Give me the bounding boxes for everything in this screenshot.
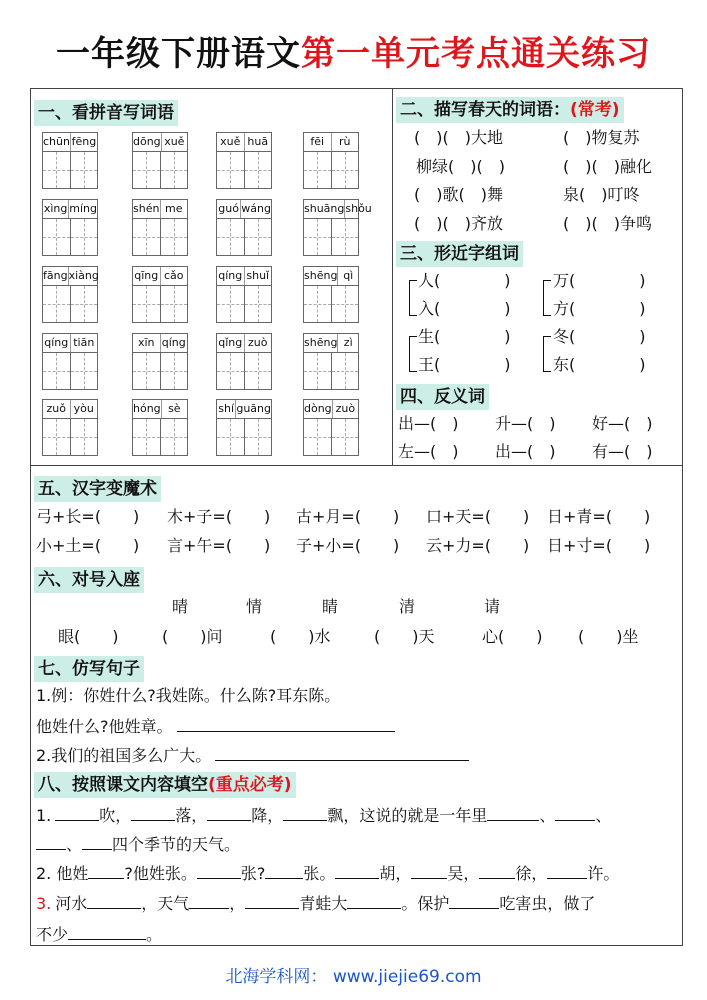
section-4-heading: 四、反义词 [396,384,489,410]
writing-box[interactable] [160,152,188,188]
fill-text: 、 [539,806,556,825]
answer-blank[interactable] [55,804,99,821]
title-red: 第一单元考点通关练习 [301,34,651,74]
fill-text: 。保护 [401,894,450,913]
pinyin-syllable: me [160,200,188,218]
magic-item: 古+月=( ) [296,507,400,526]
fill-text: 降， [251,806,284,825]
antonym: 有—( ) [592,442,653,461]
answer-blank[interactable] [215,744,469,761]
antonym: 出—( ) [495,442,556,461]
writing-boxes [216,352,272,390]
spring-word: ( )( )大地 [414,128,503,147]
title-black: 一年级下册语文 [56,34,301,74]
similar-char: 生( ) [418,327,511,346]
section-7-heading: 七、仿写句子 [34,656,144,682]
writing-boxes [303,151,359,189]
pinyin-syllable: fāng [43,269,68,282]
pinyin-syllable: shuǐ [244,267,272,285]
writing-box[interactable] [70,219,98,255]
writing-box[interactable] [244,286,272,322]
pinyin-cell [42,199,98,256]
writing-boxes [216,285,272,323]
pinyin-cell [216,266,272,323]
divider-horizontal [30,465,683,466]
section-2-title: 二、描写春天的词语： [400,100,570,120]
writing-boxes [42,218,98,256]
fill-text: ?他姓张。 [124,864,197,883]
writing-box[interactable] [244,353,272,389]
footer-watermark: 北海学科网： www.jiejie69.com [225,967,482,987]
writing-box[interactable] [304,419,331,455]
pinyin-label [132,266,188,285]
pinyin-syllable: huā [244,133,272,151]
pinyin-cell [42,333,98,390]
pinyin-label [132,399,188,418]
section-8-heading [34,772,296,798]
magic-item: 木+子=( ) [167,507,271,526]
pinyin-label [303,199,372,218]
similar-char: 入( ) [418,299,511,318]
pinyin-syllable: xìng [43,202,68,215]
imitate-line-3 [36,744,469,767]
writing-boxes [303,285,359,323]
similar-char: 人( ) [418,271,511,290]
spring-word: ( )( )齐放 [414,214,503,233]
bracket [543,280,551,316]
pinyin-label [303,266,359,285]
pinyin-syllable: qǐng [218,336,243,349]
pinyin-syllable: guó [218,202,239,215]
imitate-example: 1.例：你姓什么?我姓陈。什么陈?耳东陈。 [36,686,341,705]
pinyin-cell [303,266,359,323]
writing-box[interactable] [43,152,70,188]
fill-text: 许。 [587,864,620,883]
writing-box[interactable] [304,353,331,389]
writing-box[interactable] [133,152,160,188]
writing-box[interactable] [160,419,188,455]
section-8-title: 八、按照课文内容填空 [38,775,208,795]
answer-blank[interactable] [68,923,146,940]
answer-blank[interactable] [347,892,401,909]
pinyin-syllable: shí [218,402,235,415]
pinyin-syllable: xuě [220,135,241,148]
pinyin-syllable: shēng [304,269,338,282]
section-6-heading: 六、对号入座 [34,567,144,593]
similar-char: 万( ) [553,271,646,290]
magic-item: 小+土=( ) [36,536,140,555]
pinyin-syllable: qì [337,267,358,285]
pinyin-label [216,333,272,352]
pinyin-cell [42,132,98,189]
similar-char: 东( ) [553,355,646,374]
pinyin-label [42,266,98,285]
pinyin-label [42,399,98,418]
spring-word: ( )物复苏 [563,128,640,147]
writing-box[interactable] [331,419,359,455]
writing-box[interactable] [304,286,331,322]
bracket [409,280,417,316]
answer-blank[interactable] [87,892,141,909]
fill-text: 吃害虫，做了 [499,894,596,913]
pinyin-syllable: shén [133,202,160,215]
pinyin-cell [132,132,188,189]
fill-line-1 [36,804,611,827]
writing-box[interactable] [160,219,188,255]
writing-boxes [42,418,98,456]
spring-word: ( )( )争鸣 [563,214,652,233]
pinyin-label [303,132,359,151]
magic-item: 日+寸=( ) [547,536,651,555]
writing-box[interactable] [70,353,98,389]
answer-blank[interactable] [245,892,299,909]
pinyin-label [132,199,188,218]
section-2-tag: (常考) [570,100,620,120]
pinyin-syllable: fēng [70,133,97,151]
writing-boxes [42,151,98,189]
match-blank: ( )天 [374,627,435,646]
pinyin-label [42,199,98,218]
answer-blank[interactable] [487,804,539,821]
magic-item: 云+力=( ) [426,536,530,555]
writing-box[interactable] [217,286,244,322]
section-2-heading [396,97,624,123]
pinyin-syllable: cǎo [160,267,188,285]
pinyin-cell [132,399,188,456]
pinyin-syllable: xiàng [68,267,99,285]
pinyin-label [132,132,188,151]
imitate-prompt-2: 2.我们的祖国多么广大。 [36,746,212,765]
writing-box[interactable] [244,152,272,188]
similar-char: 方( ) [553,299,646,318]
answer-blank[interactable] [283,804,327,821]
answer-blank[interactable] [449,892,499,909]
fill-line-5 [36,923,162,946]
match-blank: ( )水 [270,627,331,646]
pinyin-syllable: chūn [43,135,70,148]
pinyin-syllable: guāng [235,400,271,418]
pinyin-cell [216,333,272,390]
match-word: 情 [246,597,263,616]
writing-box[interactable] [133,353,160,389]
match-blank: ( )问 [162,627,223,646]
writing-boxes [42,352,98,390]
bracket [409,336,417,372]
fill-text: 、 [595,806,612,825]
answer-blank[interactable] [207,804,251,821]
fill-text: ， [229,894,246,913]
pinyin-syllable: zì [337,334,358,352]
antonym: 出—( ) [398,414,459,433]
pinyin-syllable: qíng [44,336,69,349]
fill-text: 胡， [379,864,412,883]
pinyin-syllable: wáng [240,200,271,218]
writing-box[interactable] [160,353,188,389]
pinyin-syllable: yòu [70,400,98,418]
writing-boxes [303,352,359,390]
answer-blank[interactable] [335,862,379,879]
writing-boxes [303,418,359,456]
pinyin-label [303,399,359,418]
writing-box[interactable] [331,353,359,389]
writing-box[interactable] [304,152,331,188]
pinyin-label [132,333,188,352]
fill-text: 张? [240,864,266,883]
fill-text: 落， [175,806,208,825]
spring-word: 柳绿( )( ) [416,157,505,176]
answer-blank[interactable] [479,862,515,879]
match-word: 请 [484,597,501,616]
fill-text: ，天气 [141,894,190,913]
answer-blank[interactable] [265,862,303,879]
spring-word: ( )( )融化 [563,157,652,176]
fill-text: 、 [66,835,83,854]
writing-box[interactable] [43,219,70,255]
fill-text: 吹， [99,806,132,825]
pinyin-cell [303,399,359,456]
pinyin-syllable: tiān [70,334,98,352]
pinyin-cell [216,199,272,256]
antonym: 好—( ) [592,414,653,433]
fill-text: 。 [146,925,163,944]
fill-line-3 [36,862,619,885]
match-blank: ( )坐 [578,627,639,646]
writing-boxes [42,285,98,323]
writing-box[interactable] [217,353,244,389]
pinyin-cell [216,132,272,189]
writing-box[interactable] [304,219,331,255]
bracket [543,336,551,372]
pinyin-syllable: zuò [332,400,358,418]
writing-box[interactable] [43,419,70,455]
fill-text: 河水 [55,894,88,913]
pinyin-cell [303,333,359,390]
match-word: 晴 [172,597,189,616]
answer-blank[interactable] [131,804,175,821]
similar-char: 王( ) [418,355,511,374]
pinyin-cell [132,333,188,390]
magic-item: 言+午=( ) [167,536,271,555]
section-8-tag: (重点必考) [208,775,292,795]
writing-box[interactable] [331,152,359,188]
pinyin-syllable: míng [68,200,97,218]
pinyin-syllable: zuǒ [46,402,66,415]
answer-blank[interactable] [411,862,447,879]
pinyin-syllable: sè [161,400,187,418]
writing-box[interactable] [244,419,272,455]
pinyin-syllable: xuě [161,133,187,151]
answer-blank[interactable] [555,804,595,821]
match-blank: 心( ) [482,627,543,646]
pinyin-syllable: shēng [304,336,338,349]
writing-box[interactable] [331,286,359,322]
writing-box[interactable] [43,353,70,389]
fill-text: 吴， [447,864,480,883]
pinyin-label [216,132,272,151]
question-number: 3. [36,894,52,913]
pinyin-cell [132,266,188,323]
pinyin-cell [303,132,359,189]
spring-word: ( )歌( )舞 [414,185,503,204]
pinyin-syllable: qīng [134,269,159,282]
writing-boxes [132,352,188,390]
match-word: 清 [399,597,416,616]
page-title [0,26,707,75]
similar-char: 冬( ) [553,327,646,346]
pinyin-syllable: qíng [218,269,243,282]
pinyin-cell [303,199,372,256]
answer-blank[interactable] [547,862,587,879]
pinyin-label [42,132,98,151]
pinyin-label [216,199,272,218]
fill-text: 徐， [515,864,548,883]
antonym: 左—( ) [398,442,459,461]
writing-boxes [216,218,272,256]
writing-box[interactable] [331,219,359,255]
writing-box[interactable] [133,219,160,255]
section-5-heading: 五、汉字变魔术 [34,476,161,502]
pinyin-syllable: dòng [304,402,332,415]
match-blank: 眼( ) [58,627,119,646]
spring-word: 泉( )叮咚 [563,185,640,204]
fill-text: 青蛙大 [299,894,348,913]
writing-boxes [132,151,188,189]
magic-item: 子+小=( ) [296,536,400,555]
pinyin-syllable: qíng [160,334,188,352]
pinyin-syllable: rù [331,133,359,151]
answer-blank[interactable] [177,715,395,732]
pinyin-cell [42,266,98,323]
fill-text: 不少 [36,925,69,944]
writing-box[interactable] [70,152,98,188]
writing-box[interactable] [217,219,244,255]
fill-text: 飘，这说的就是一年里 [327,806,488,825]
imitate-line-2 [36,715,395,738]
writing-box[interactable] [70,419,98,455]
writing-boxes [132,418,188,456]
pinyin-syllable: fēi [310,135,325,148]
fill-text: 1. [36,806,52,825]
pinyin-syllable: xīn [137,336,155,349]
pinyin-label [216,399,272,418]
writing-box[interactable] [217,419,244,455]
magic-item: 日+青=( ) [547,507,651,526]
answer-blank[interactable] [36,833,66,850]
writing-box[interactable] [133,419,160,455]
pinyin-syllable: shǒu [344,200,371,218]
magic-item: 口+天=( ) [426,507,530,526]
answer-blank[interactable] [82,833,112,850]
pinyin-cell [132,199,188,256]
writing-box[interactable] [244,219,272,255]
pinyin-label [303,333,359,352]
answer-blank[interactable] [197,862,241,879]
writing-box[interactable] [133,286,160,322]
writing-boxes [132,285,188,323]
fill-text: 2. 他姓 [36,864,89,883]
pinyin-syllable: hóng [133,402,161,415]
pinyin-cell [42,399,98,456]
writing-boxes [303,218,359,256]
divider-vertical [392,88,393,465]
pinyin-syllable: zuò [244,334,272,352]
section-3-heading: 三、形近字组词 [396,241,523,267]
pinyin-label [42,333,98,352]
writing-boxes [216,151,272,189]
pinyin-syllable: dōng [133,135,161,148]
writing-boxes [132,218,188,256]
antonym: 升—( ) [495,414,556,433]
fill-text: 张。 [303,864,336,883]
writing-box[interactable] [70,286,98,322]
fill-text: 四个季节的天气。 [112,835,241,854]
writing-boxes [216,418,272,456]
magic-item: 弓+长=( ) [36,507,140,526]
writing-box[interactable] [160,286,188,322]
imitate-prompt-1: 他姓什么?他姓章。 [36,717,173,736]
pinyin-cell [216,399,272,456]
section-1-heading: 一、看拼音写词语 [34,100,178,126]
writing-box[interactable] [217,152,244,188]
answer-blank[interactable] [189,892,229,909]
match-word: 睛 [322,597,339,616]
writing-box[interactable] [43,286,70,322]
fill-line-4 [36,892,595,915]
answer-blank[interactable] [88,862,124,879]
pinyin-label [216,266,272,285]
fill-line-2 [36,833,240,856]
pinyin-syllable: shuāng [304,202,345,215]
